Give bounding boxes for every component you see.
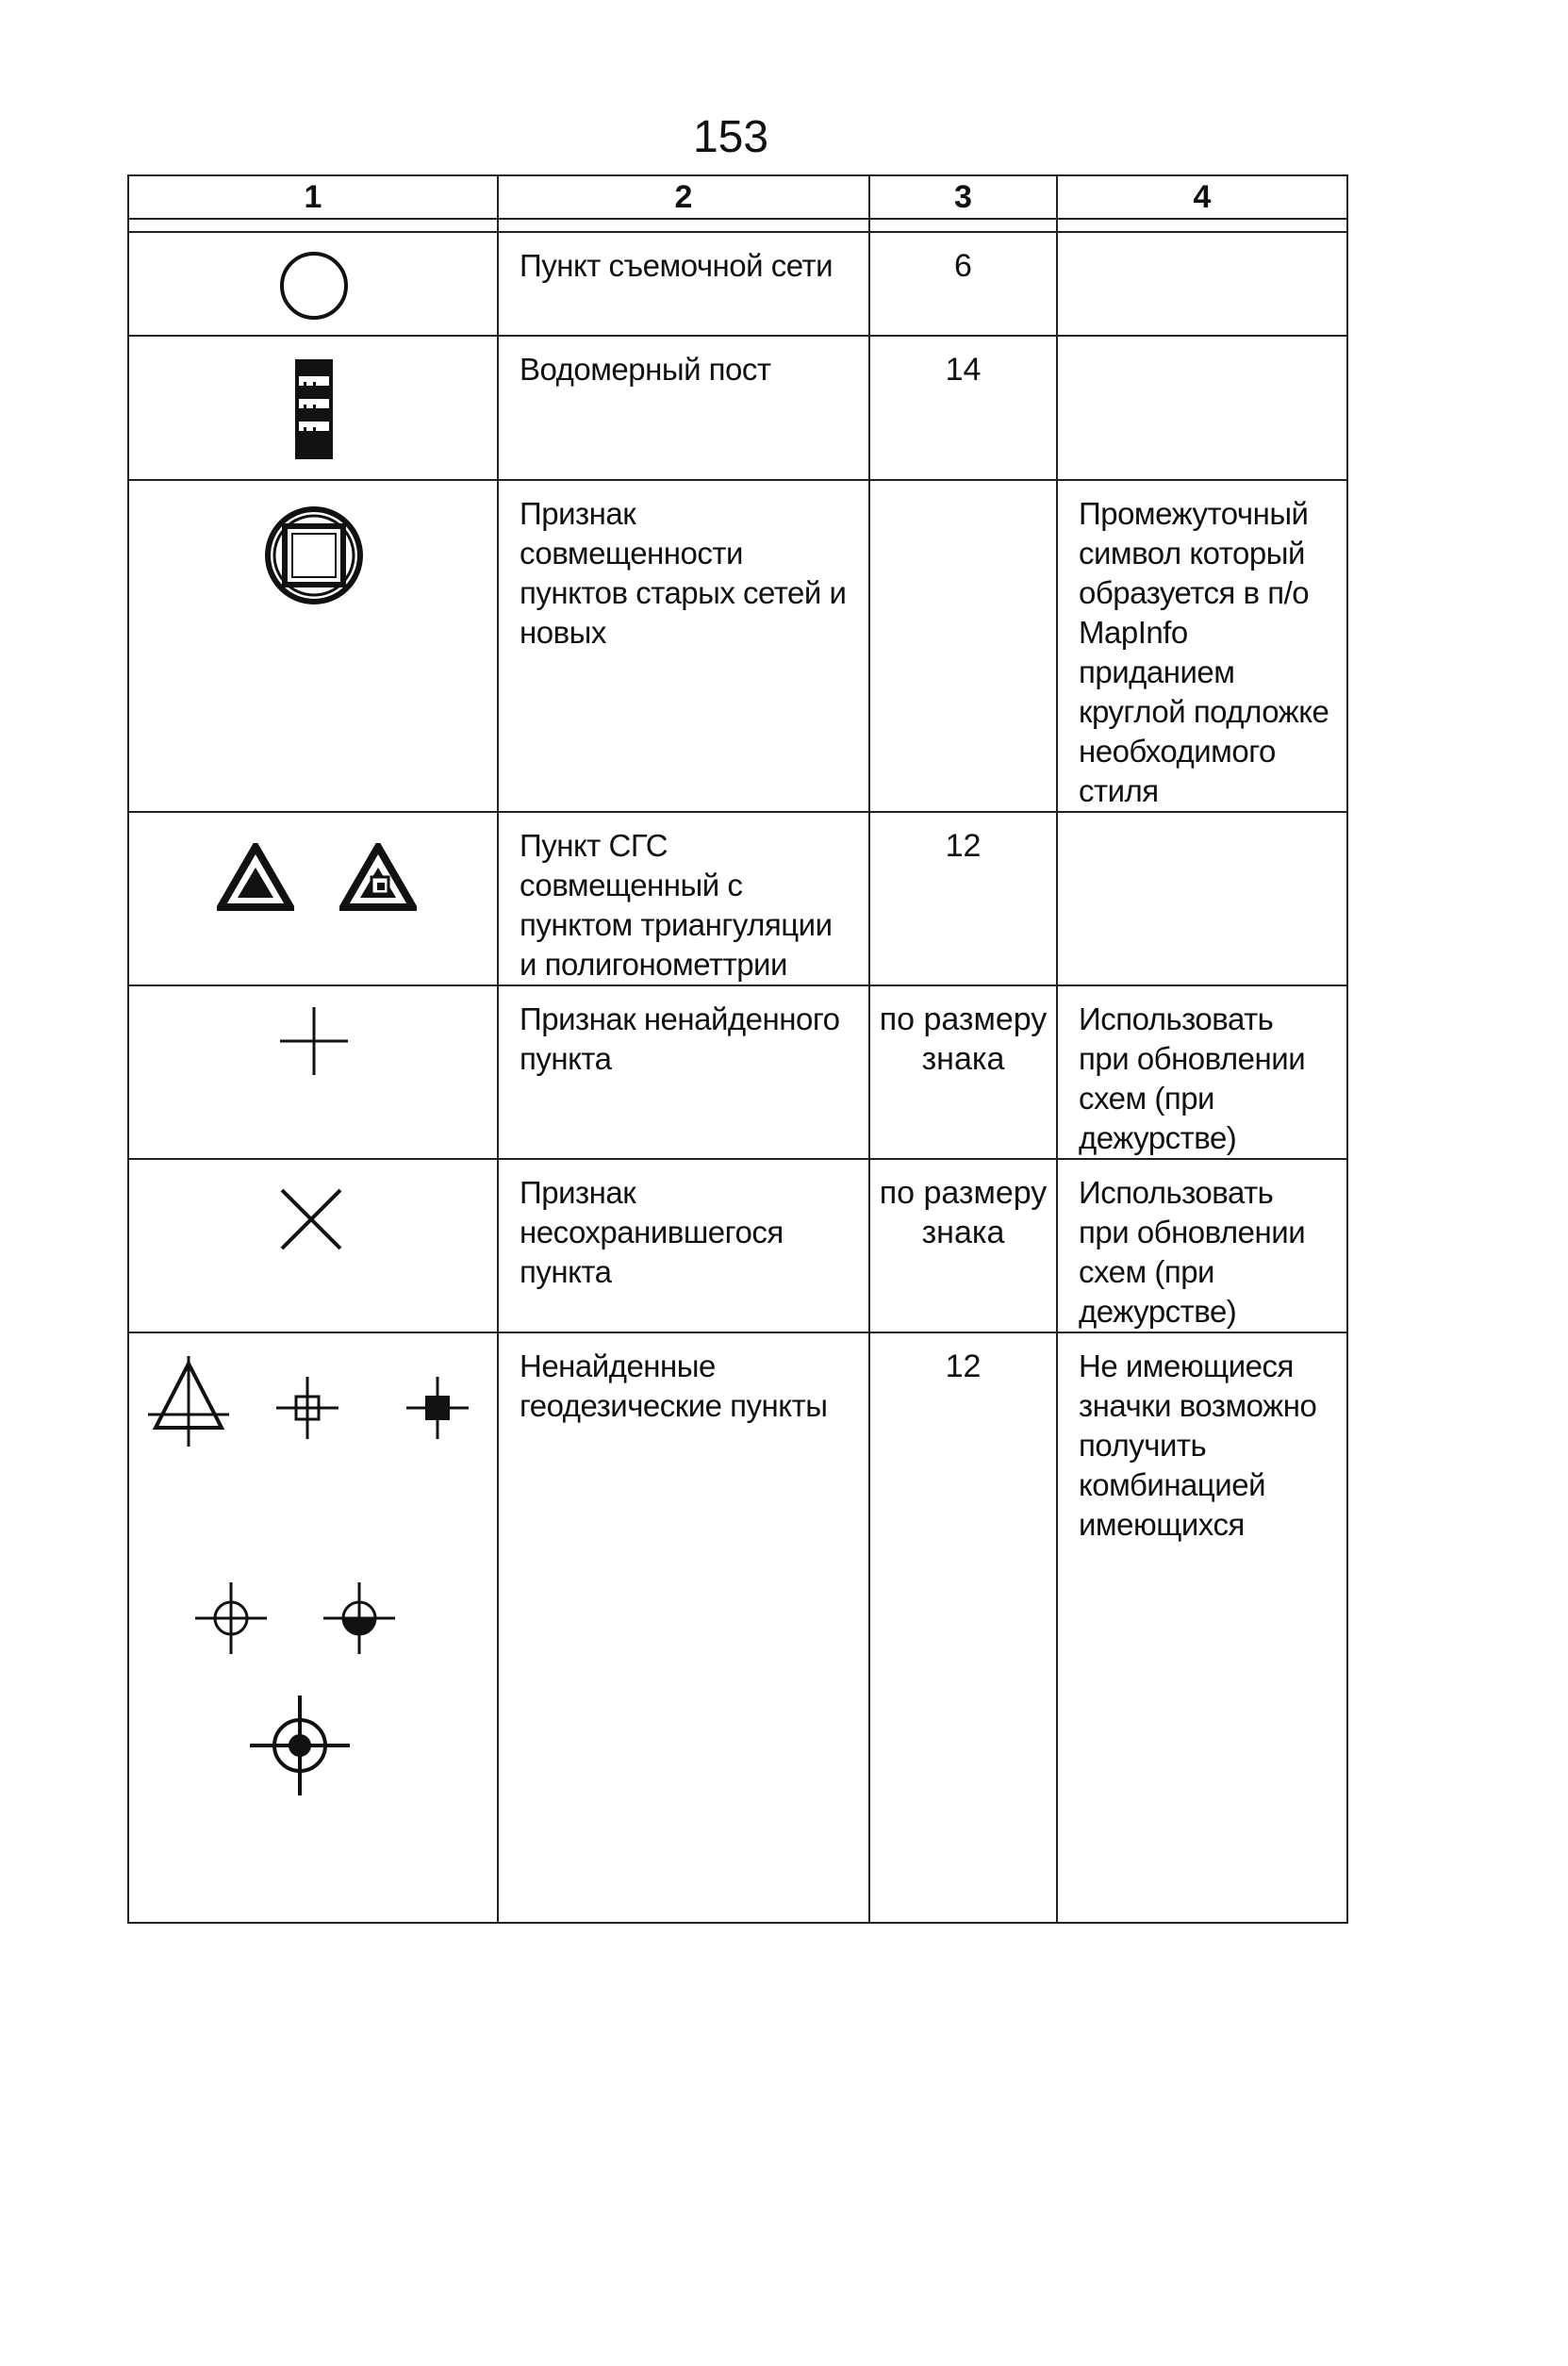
page-number: 153	[692, 112, 769, 162]
symbol-note	[1058, 813, 1346, 826]
symbol-cell	[128, 812, 498, 985]
table-row	[128, 812, 1347, 985]
symbol-size: 12	[945, 1348, 982, 1384]
column-header: 2	[498, 175, 869, 219]
name-cell	[498, 1332, 869, 1923]
circle-crosshair-icon	[193, 1580, 269, 1656]
symbol-size: по размеру знака	[879, 1001, 1048, 1077]
symbol-name: Ненайденные геодезические пункты	[520, 1348, 828, 1423]
table-row	[128, 985, 1347, 1159]
symbol-name: Признак совмещенности пунктов старых сетей и новых	[520, 496, 847, 650]
column-header: 3	[869, 175, 1057, 219]
size-cell	[869, 1159, 1057, 1332]
symbol-note	[1058, 233, 1346, 246]
x-cross-icon	[278, 1186, 344, 1252]
note-cell	[1057, 336, 1347, 480]
combined-points-icon	[262, 504, 366, 607]
size-cell	[869, 812, 1057, 985]
filled-square-crosshair-icon	[404, 1375, 470, 1441]
symbol-legend-table	[127, 174, 1348, 1924]
symbol-cell	[128, 232, 498, 336]
symbol-note	[1058, 337, 1346, 350]
table-row	[128, 480, 1347, 812]
symbol-name: Водомерный пост	[520, 352, 771, 387]
symbol-note: Использовать при обновлении схем (при дежурстве)	[1079, 1001, 1306, 1155]
table-row	[128, 232, 1347, 336]
size-cell	[869, 985, 1057, 1159]
name-cell	[498, 812, 869, 985]
symbol-cell	[128, 336, 498, 480]
symbol-cell	[128, 1332, 498, 1923]
size-cell	[869, 480, 1057, 812]
symbol-note: Использовать при обновлении схем (при дежурстве)	[1079, 1175, 1306, 1329]
header-row	[128, 175, 1347, 219]
note-cell	[1057, 1332, 1347, 1923]
circle-icon	[276, 248, 352, 323]
square-crosshair-icon	[274, 1375, 340, 1441]
triangle-with-square-icon	[339, 843, 417, 911]
name-cell	[498, 232, 869, 336]
size-cell	[869, 1332, 1057, 1923]
symbol-cell	[128, 1159, 498, 1332]
triangle-in-triangle-icon	[217, 843, 294, 911]
triangle-crosshair-icon	[146, 1354, 231, 1448]
symbol-name: Пункт съемочной сети	[520, 248, 834, 283]
symbol-name: Признак ненайденного пункта	[520, 1001, 840, 1076]
note-cell	[1057, 1159, 1347, 1332]
note-cell	[1057, 985, 1347, 1159]
size-cell	[869, 336, 1057, 480]
table-row	[128, 336, 1347, 480]
double-circle-crosshair-icon	[248, 1694, 352, 1797]
water-gauge-icon	[290, 357, 338, 461]
note-cell	[1057, 812, 1347, 985]
note-cell	[1057, 232, 1347, 336]
plus-cross-icon	[276, 1003, 352, 1079]
name-cell	[498, 480, 869, 812]
symbol-size: по размеру знака	[879, 1175, 1048, 1250]
note-cell	[1057, 480, 1347, 812]
symbol-note: Промежуточный символ который образуется в п/о MapInfo приданием круглой подложке необходимого стиля	[1079, 496, 1329, 808]
symbol-cell	[128, 480, 498, 812]
symbol-size: 12	[945, 828, 982, 864]
size-cell	[869, 232, 1057, 336]
symbol-cell	[128, 985, 498, 1159]
column-header: 1	[128, 175, 498, 219]
name-cell	[498, 985, 869, 1159]
symbol-size	[870, 481, 1056, 494]
name-cell	[498, 336, 869, 480]
half-filled-circle-crosshair-icon	[322, 1580, 397, 1656]
symbol-name: Признак несохранившегося пункта	[520, 1175, 784, 1289]
header-spacer-row	[128, 219, 1347, 232]
symbol-note: Не имеющиеся значки возможно получить комбинацией имеющихся	[1079, 1348, 1317, 1542]
symbol-size: 14	[945, 352, 982, 388]
name-cell	[498, 1159, 869, 1332]
table-row	[128, 1159, 1347, 1332]
table-row	[128, 1332, 1347, 1923]
symbol-size: 6	[954, 248, 972, 284]
column-header: 4	[1057, 175, 1347, 219]
symbol-name: Пункт СГС совмещенный с пунктом триангуляции и полигонометтрии	[520, 828, 833, 982]
